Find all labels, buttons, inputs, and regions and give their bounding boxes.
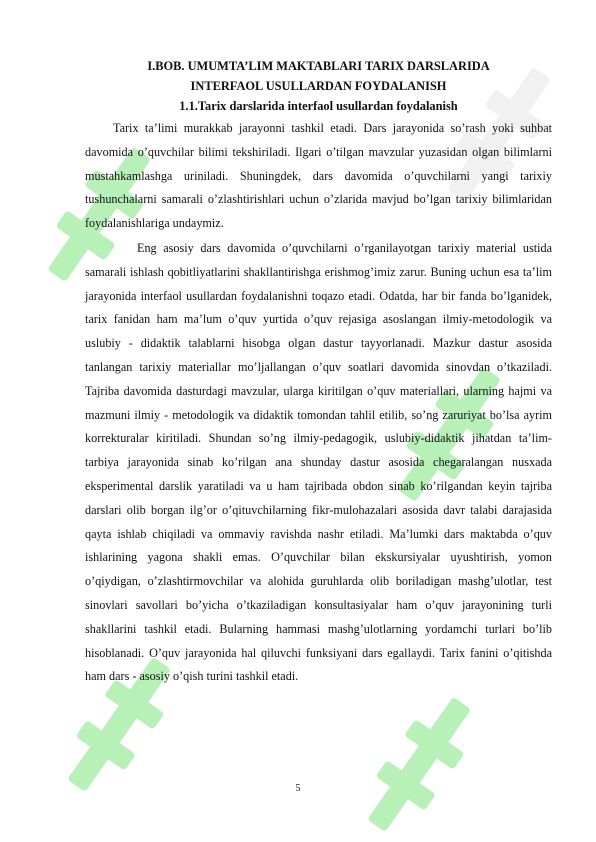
document-body [85, 56, 552, 689]
page-number: 5 [295, 783, 301, 794]
chapter-heading-line1: I.BOB. UMUMTA’LIM MAKTABLARI TARIX DARSLARIDA [147, 59, 490, 73]
paragraph-2: Eng asosiy dars davomida o’quvchilarni o’rganilayotgan tarixiy material ustida samarali ishlash qobitliyatlarini shakllantirishga erishmog’imiz zarur. Buning uchun esa ta’lim jarayonida interfaol usullardan foydalanishni toqazo etadi. Odatda, har bir fanda bo’lganidek, tarix fanidan ham ma’lum o’quv yurtida o’quv rejasiga asoslangan ilmiy-metodologik va uslubiy - didaktik talablarni hisobga olgan dastur tayyorlanadi. Mazkur dastur asosida tanlangan tarixiy materiallar mo’ljallangan o’quv soatlari davomida sinovdan o’tkaziladi. Tajriba davomida dasturdagi mavzular, ularga kiritilgan o’quv materiallari, ularning hajmi va mazmuni ilmiy - metodologik va didaktik tomondan tahlil etilib, so’ng zaruriyat bo’lsa ayrim korrekturalar kiritiladi. Shundan so’ng ilmiy-pedagogik, uslubiy-didaktik jihatdan ta’lim-tarbiya jarayonida sinab ko’rilgan ana shunday dastur asosida chegaralangan nusxada eksperimental darslik yaratiladi va u ham tajribada obdon sinab ko’rilgandan keyin tajriba darslari olib borgan ilg’or o’qituvchilarning fikr-mulohazalari asosida davr talabi darajasida qayta ishlab chiqiladi va ommaviy ravishda nashr etiladi. Ma’lumki dars maktabda o’quv ishlarining yagona shakli emas. O’quvchilar bilan ekskursiyalar uyushtirish, yomon o’qiydigan, o’zlashtirmovchilar va alohida guruhlarda olib boriladigan mashg’ulotlar, test sinovlari savollari bo’yicha o’tkaziladigan konsultasiyalar ham o’quv jarayonining turli shakllarini tashkil etadi. Bularning hammasi mashg’ulotlarning yordamchi turlari bo’lib hisoblanadi. O’quv jarayonida hal qiluvchi funksiyani dars egallaydi. Tarix fanini o’qitishda ham dars - asosiy o’qish turini tashkil etadi. [85, 240, 552, 684]
brand-watermark-icon [352, 686, 487, 842]
paragraph-1: Tarix ta’limi murakkab jarayonni tashkil etadi. Dars jarayonida so’rash yoki suhbat davomida o’quvchilar bilimi tekshiriladi. Ilgari o’tilgan mavzular yuzasidan olgan bilimlarni mustahkamlashga uriniladi. Shuningdek, dars davomida o’quvchilarni yangi tarixiy tushunchalarni samarali o’zlashtirishlari uchun o’zlarida mavjud bo’lgan tarixiy bilimlaridan foydalanishlariga undaymiz. [85, 121, 552, 231]
chapter-heading-line2: INTERFAOL USULLARDAN FOYDALANISH [190, 79, 447, 93]
section-subheading: 1.1.Tarix darslarida interfaol usullardan foydalanish [179, 99, 458, 113]
